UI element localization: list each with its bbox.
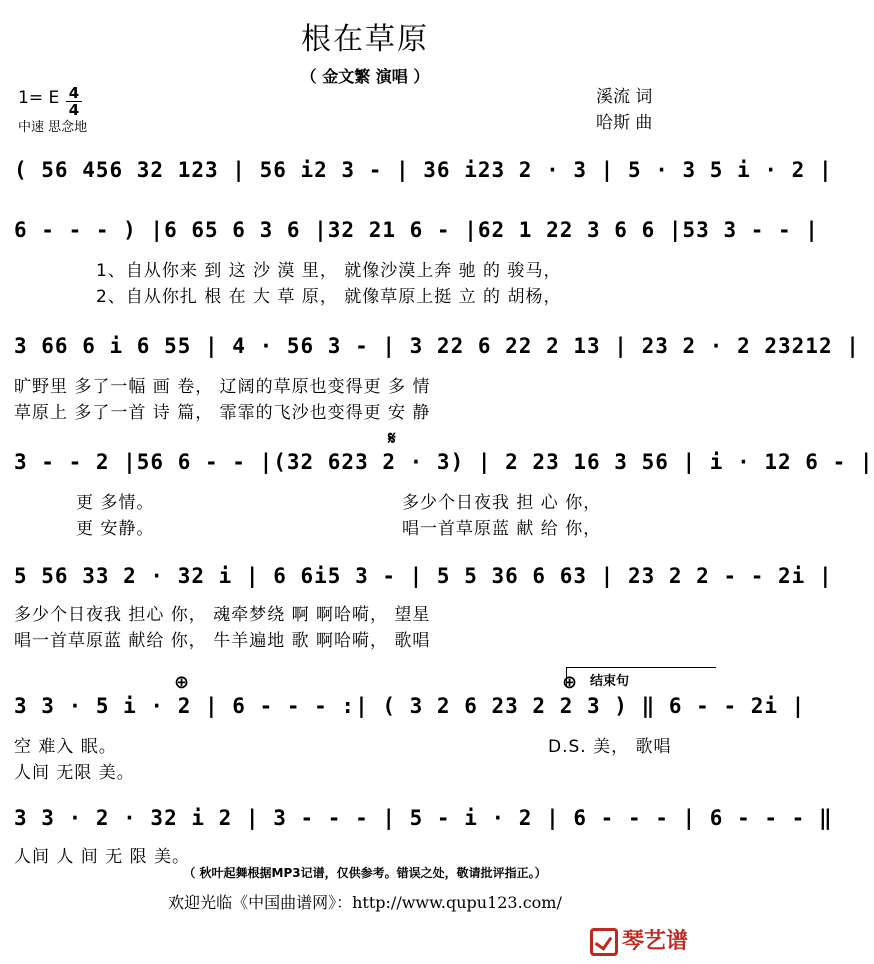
lyricist-credit: 溪流 词 [596, 87, 653, 107]
lyric-row-2-verse-2: 2、自从你扎 根 在 大 草 原， 就像草原上挺 立 的 胡杨， [96, 287, 562, 307]
lyric-row-3-verse-2: 草原上 多了一首 诗 篇， 霏霏的飞沙也变得更 安 静 [14, 403, 431, 423]
transcription-note: （ 秋叶起舞根据MP3记谱，仅供参考。错误之处，敬请批评指正。） [183, 866, 547, 880]
key-signature: 1= E [18, 88, 60, 108]
time-signature-top: 4 [68, 84, 80, 102]
logo-icon [590, 928, 618, 956]
lyric-row-4-verse-1-right: 多少个日夜我 担 心 你， [402, 493, 602, 513]
score-row-7: 3 3 · 2 · 32 i 2 | 3 - - - | 5 - i · 2 | 6 - - - | 6 - - - ‖ [14, 806, 833, 830]
site-logo [590, 924, 688, 956]
lyric-row-5-verse-2: 唱一首草原蓝 献给 你， 牛羊遍地 歌 啊哈嗬， 歌唱 [14, 631, 431, 651]
page-title: 根在草原 [301, 22, 429, 57]
coda-ending-label: 结束句 [590, 674, 630, 689]
tempo-marking: 中速 思念地 [18, 120, 88, 135]
lyric-row-6-verse-2: 人间 无限 美。 [14, 763, 135, 783]
time-signature-bottom: 4 [68, 101, 80, 119]
score-row-6: 3 3 · 5 i · 2 | 6 - - - :| ( 3 2 6 23 2 2 3 ) ‖ 6 - - 2i | [14, 694, 806, 718]
composer-credit: 哈斯 曲 [596, 113, 653, 133]
lyric-row-4-verse-1: 更 多情。 [76, 493, 155, 513]
segno-icon: 𝄋 [388, 428, 396, 449]
lyric-row-3-verse-1: 旷野里 多了一幅 画 卷， 辽阔的草原也变得更 多 情 [14, 377, 431, 397]
lyric-row-7: 人间 人 间 无 限 美。 [14, 847, 191, 867]
singer-credit: （ 金文繁 演唱 ） [300, 67, 430, 86]
lyric-row-6-verse-1: 空 难入 眠。 [14, 737, 117, 757]
score-row-4: 3 - - 2 |56 6 - - |(32 623 2 · 3) | 2 23 16 3 56 | i · 12 6 - | [14, 450, 874, 474]
lyric-row-2-verse-1: 1、自从你来 到 这 沙 漠 里， 就像沙漠上奔 驰 的 骏马， [96, 261, 562, 281]
time-signature [66, 86, 82, 117]
coda-icon-ending: ⊕ [562, 672, 578, 693]
lyric-row-5-verse-1: 多少个日夜我 担心 你， 魂牵梦绕 啊 啊哈嗬， 望星 [14, 605, 431, 625]
lyric-row-4-verse-2-right: 唱一首草原蓝 献 给 你， [402, 519, 602, 539]
lyric-row-4-verse-2: 更 安静。 [76, 519, 155, 539]
logo-text: 琴艺谱 [622, 929, 689, 954]
score-row-3: 3 66 6 i 6 55 | 4 · 56 3 - | 3 22 6 22 2 13 | 23 2 · 2 23212 | [14, 334, 860, 358]
score-row-2: 6 - - - ) |6 65 6 3 6 |32 21 6 - |62 1 22 3 6 6 |53 3 - - | [14, 218, 819, 242]
site-welcome-link[interactable]: 欢迎光临《中国曲谱网》：http://www.qupu123.com/ [168, 893, 562, 912]
score-row-1: ( 56 456 32 123 | 56 i2 3 - | 36 i23 2 · 3 | 5 · 3 5 i · 2 | [14, 158, 833, 182]
score-row-5: 5 56 33 2 · 32 i | 6 6i5 3 - | 5 5 36 6 63 | 23 2 2 - - 2i | [14, 564, 833, 588]
coda-icon: ⊕ [174, 672, 190, 693]
lyric-row-6-ds-text: D.S. 美， 歌唱 [548, 737, 672, 757]
